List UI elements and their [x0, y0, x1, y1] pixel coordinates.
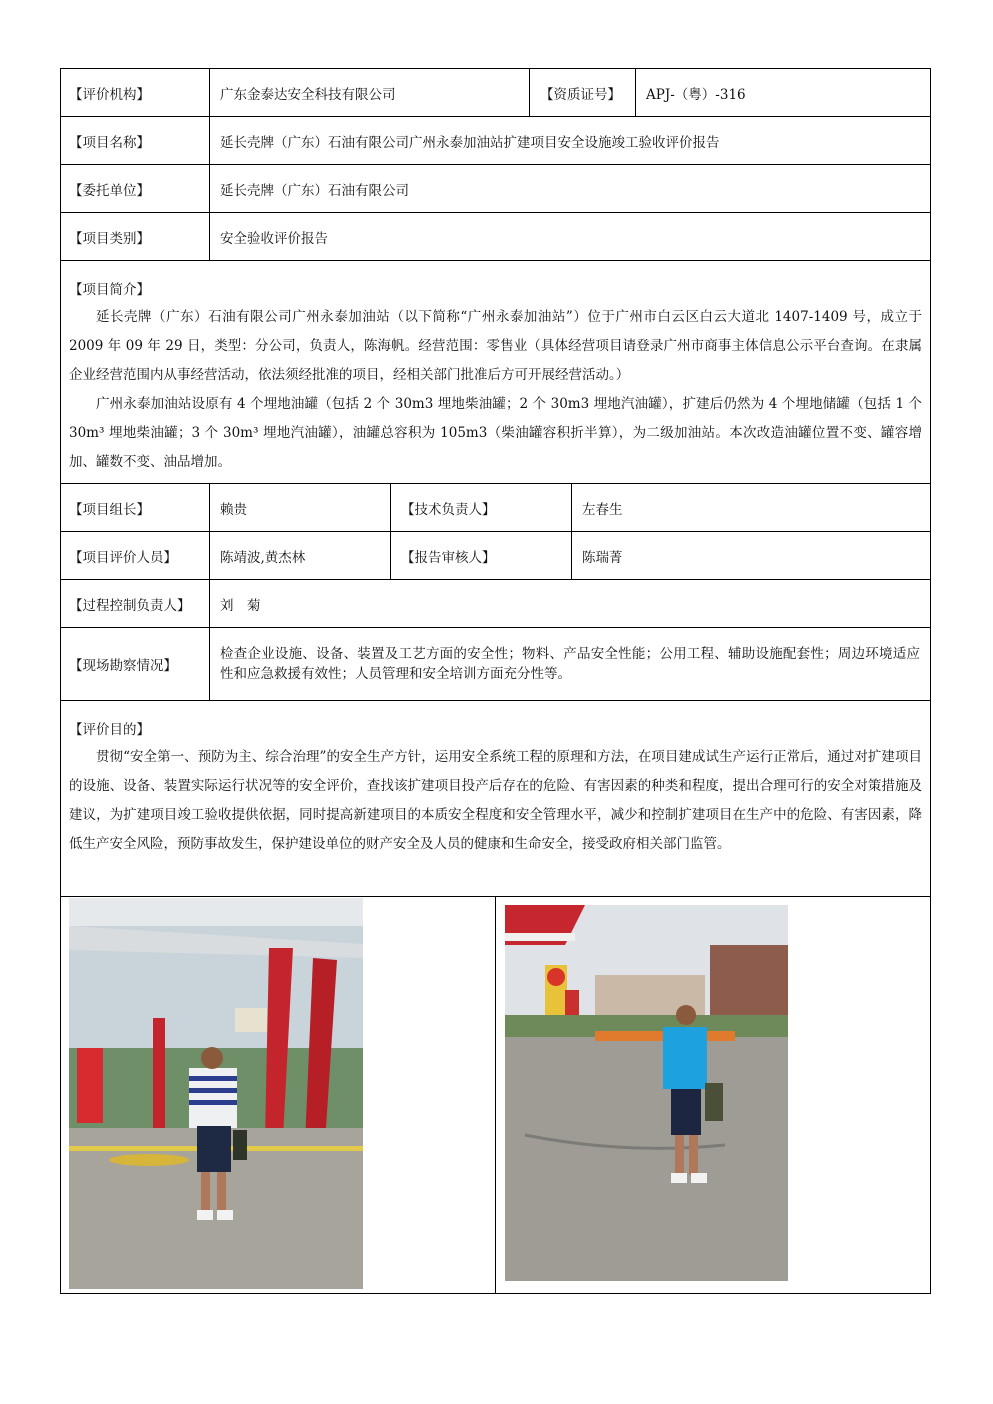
name-row — [61, 117, 930, 165]
survey-row — [61, 628, 930, 701]
category-row — [61, 213, 930, 261]
org-label: 【评价机构】 — [69, 86, 150, 103]
client-value: 延长壳牌（广东）石油有限公司 — [209, 165, 930, 212]
evaluators-label: 【项目评价人员】 — [69, 549, 177, 566]
summary-paragraph-1: 延长壳牌（广东）石油有限公司广州永泰加油站（以下简称“广州永泰加油站”）位于广州市白云区白云大道北 1407-1409 号，成立于 2009 年 09 年 29 日，类型：分公司，负责人，陈海帆。经营范围：零售业（具体经营项目请登录广州市商事主体信息公示平台查询。在隶属企业经营范围内从事经营活动，依法须经批准的项目，经相关部门批准后方可开展经营活动。） — [69, 309, 922, 383]
site-photo-station — [69, 898, 363, 1289]
evaluators-row — [61, 532, 930, 580]
category-label: 【项目类别】 — [69, 230, 150, 247]
evaluators-value: 陈靖波,黄杰林 — [209, 532, 390, 579]
survey-value: 检查企业设施、设备、装置及工艺方面的安全性；物料、产品安全性能；公用工程、辅助设施配套性；周边环境适应性和应急救援有效性；人员管理和安全培训方面充分性等。 — [209, 628, 930, 700]
category-value: 安全验收评价报告 — [209, 213, 930, 260]
tech-label: 【技术负责人】 — [390, 484, 571, 531]
leader-value: 赖贵 — [209, 484, 390, 531]
site-photo-yard — [505, 905, 788, 1281]
summary-paragraph-2: 广州永泰加油站设原有 4 个埋地油罐（包括 2 个 30m3 埋地柴油罐；2 个 30m3 埋地汽油罐），扩建后仍然为 4 个埋地储罐（包括 1 个 30m³ 埋地柴油罐；3 个 30m³ 埋地汽油罐），油罐总容积为 105m3（柴油罐容积折半算），为二级加油站。本次改造油罐位置不变、罐容增加、罐数不变、油品增加。 — [69, 396, 922, 470]
process-row — [61, 580, 930, 628]
survey-label: 【现场勘察情况】 — [69, 658, 177, 674]
client-label: 【委托单位】 — [69, 182, 150, 199]
reviewer-value: 陈瑞菁 — [571, 532, 930, 579]
site-photos — [61, 897, 930, 1293]
client-row — [61, 165, 930, 213]
report-form — [60, 68, 931, 1294]
process-label: 【过程控制负责人】 — [69, 597, 191, 614]
name-label: 【项目名称】 — [69, 134, 150, 151]
leader-row — [61, 484, 930, 532]
purpose-text: 贯彻“安全第一、预防为主、综合治理”的安全生产方针，运用安全系统工程的原理和方法，在项目建成试生产运行正常后，通过对扩建项目的设施、设备、装置实际运行状况等的安全评价，查找该扩建项目投产后存在的危险、有害因素的种类和程度，提出合理可行的安全对策措施及建议，为扩建项目竣工验收提供依据，同时提高新建项目的本质安全程度和安全管理水平，减少和控制扩建项目在生产中的危险、有害因素，降低生产安全风险，预防事故发生，保护建设单位的财产安全及人员的健康和生命安全，接受政府相关部门监管。 — [69, 749, 922, 852]
org-row — [61, 69, 930, 117]
photo-cell-left — [61, 897, 495, 1293]
cert-label: 【资质证号】 — [529, 69, 635, 116]
reviewer-label: 【报告审核人】 — [390, 532, 571, 579]
cert-value: APJ-（粤）-316 — [635, 69, 930, 116]
purpose-section — [61, 701, 930, 897]
process-value: 刘 菊 — [209, 580, 930, 627]
tech-value: 左春生 — [571, 484, 930, 531]
org-value: 广东金泰达安全科技有限公司 — [209, 69, 529, 116]
leader-label: 【项目组长】 — [69, 501, 150, 518]
name-value: 延长壳牌（广东）石油有限公司广州永泰加油站扩建项目安全设施竣工验收评价报告 — [209, 117, 930, 164]
photo-cell-right — [495, 897, 930, 1293]
summary-label: 【项目简介】 — [69, 282, 150, 298]
purpose-label: 【评价目的】 — [69, 722, 150, 738]
summary-section — [61, 261, 930, 484]
